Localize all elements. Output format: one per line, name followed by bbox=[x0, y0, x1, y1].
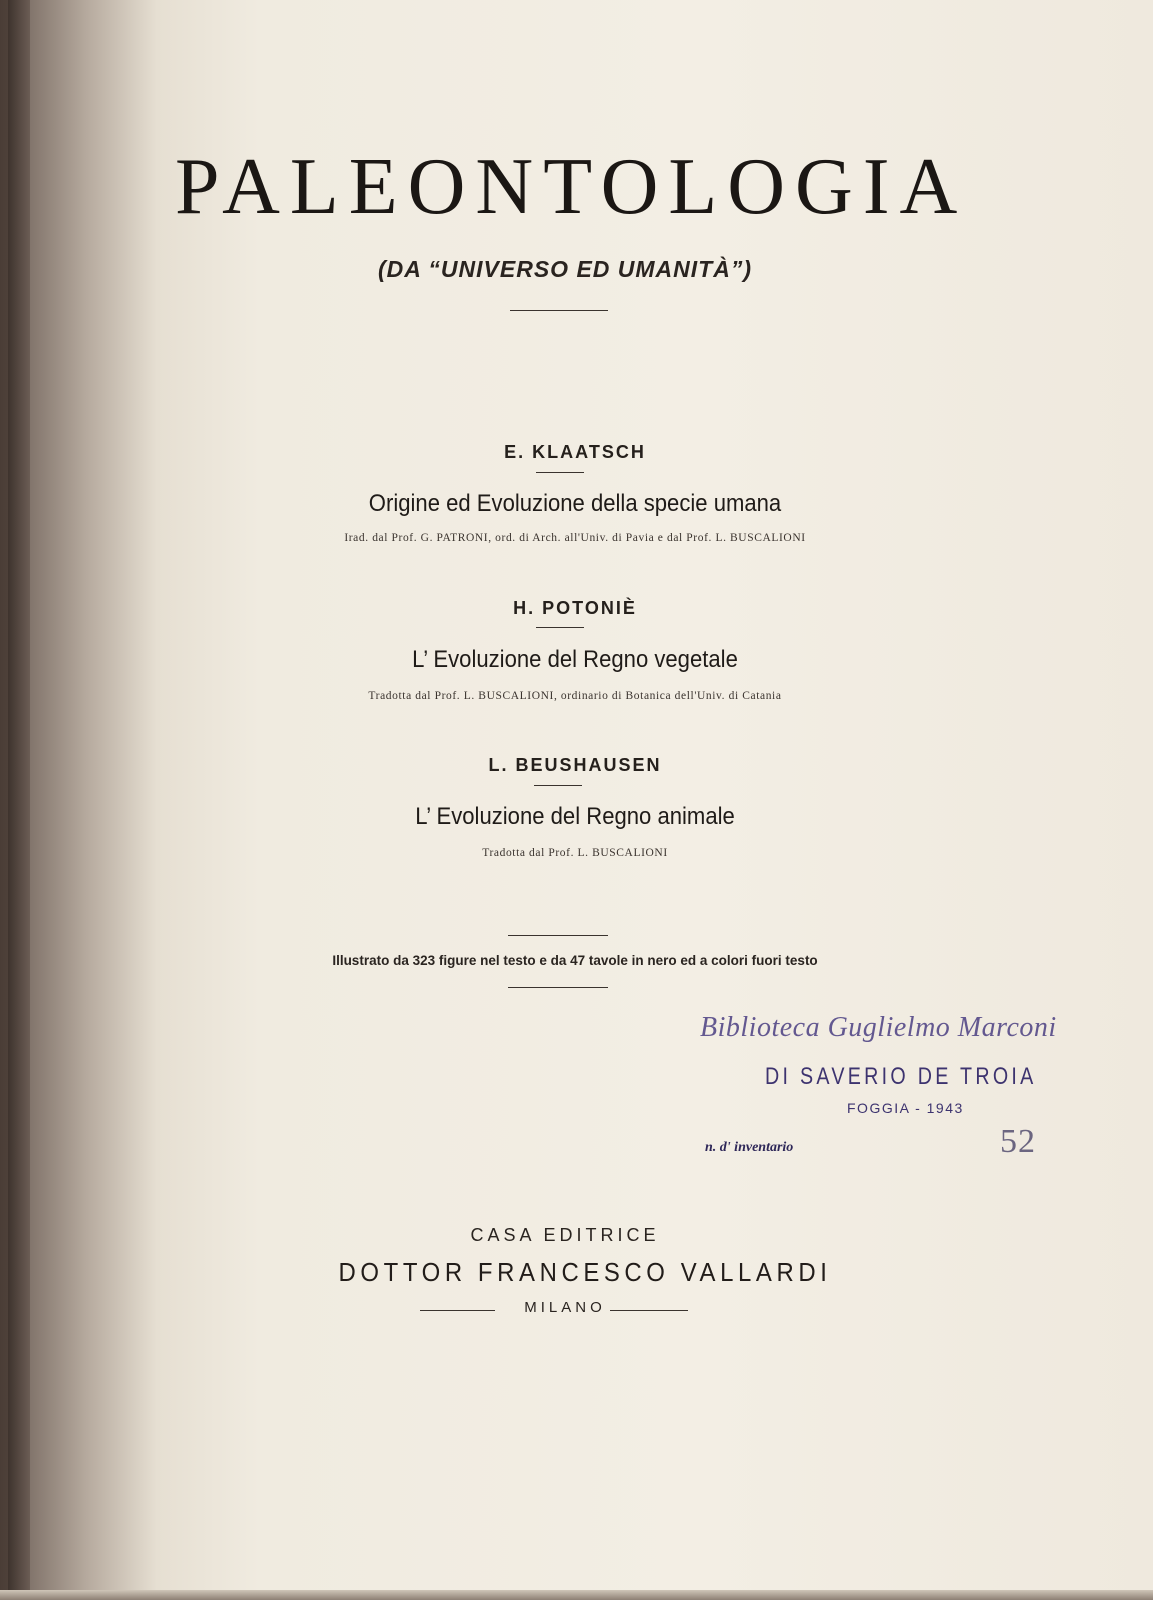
section-1-translator: Irad. dal Prof. G. PATRONI, ord. di Arch. all'Univ. di Pavia e dal Prof. L. BUSCALIONI bbox=[344, 532, 806, 544]
book-subtitle: (DA “UNIVERSO ED UMANITÀ”) bbox=[378, 256, 752, 282]
section-3-author: L. BEUSHAUSEN bbox=[488, 755, 662, 775]
inventory-label: n. d' inventario bbox=[705, 1140, 794, 1155]
section-2-author: H. POTONIÈ bbox=[513, 598, 637, 618]
section-1-author: E. KLAATSCH bbox=[504, 442, 646, 462]
section-1-work-title: Origine ed Evoluzione della specie umana bbox=[368, 490, 782, 517]
book-title: PALEONTOLOGIA bbox=[175, 143, 968, 231]
illustrations-note: Illustrato da 323 figure nel testo e da 47 tavole in nero ed a colori fuori testo bbox=[332, 953, 818, 968]
section-2-translator: Tradotta dal Prof. L. BUSCALIONI, ordinario di Botanica dell'Univ. di Catania bbox=[368, 690, 782, 702]
section-3-work-title: L’ Evoluzione del Regno animale bbox=[415, 803, 735, 830]
library-stamp-place-year: FOGGIA - 1943 bbox=[847, 1100, 964, 1116]
section-1-divider bbox=[536, 472, 584, 473]
library-stamp-name: Biblioteca Guglielmo Marconi bbox=[700, 1012, 1057, 1043]
page-left-edge bbox=[8, 0, 30, 1600]
title-divider bbox=[510, 310, 608, 311]
section-3-translator: Tradotta dal Prof. L. BUSCALIONI bbox=[482, 847, 668, 859]
section-3-divider bbox=[534, 785, 582, 786]
page-bottom-edge bbox=[0, 1590, 1153, 1600]
section-2-work-title: L’ Evoluzione del Regno vegetale bbox=[412, 646, 738, 673]
inventory-number: 52 bbox=[1000, 1123, 1036, 1160]
publisher-name: DOTTOR FRANCESCO VALLARDI bbox=[338, 1257, 832, 1287]
publisher-city: MILANO bbox=[524, 1299, 606, 1316]
city-rule-right bbox=[610, 1310, 688, 1311]
publisher-label: CASA EDITRICE bbox=[470, 1225, 660, 1245]
illustrations-divider-bottom bbox=[508, 987, 608, 988]
title-page bbox=[8, 0, 1153, 1600]
section-2-divider bbox=[536, 627, 584, 628]
illustrations-divider-top bbox=[508, 935, 608, 936]
library-stamp-owner: DI SAVERIO DE TROIA bbox=[765, 1063, 1037, 1090]
